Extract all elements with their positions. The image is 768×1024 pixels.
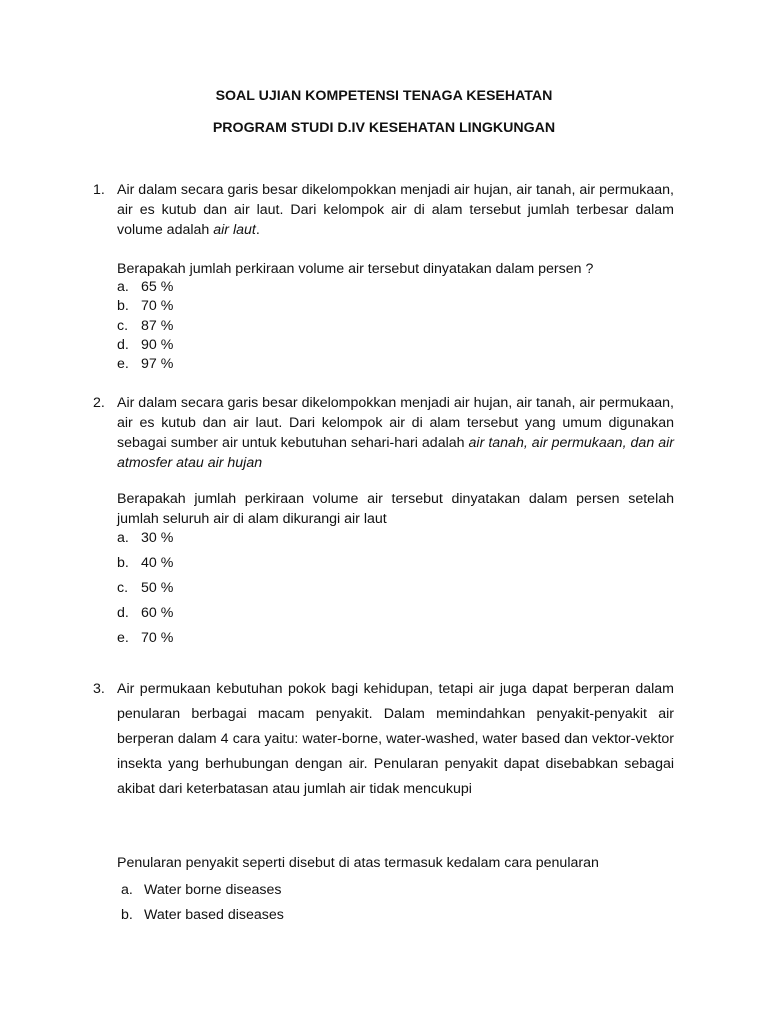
option-text: Water borne diseases [144, 882, 282, 898]
option-text: 65 % [141, 279, 174, 295]
option-letter: d. [117, 337, 129, 353]
option-text: 70 % [141, 630, 174, 646]
option-text: 90 % [141, 337, 174, 353]
answer-option [117, 578, 173, 598]
stem-italic-text: air laut [213, 222, 256, 238]
question-number: 3. [93, 681, 105, 697]
question-prompt: Berapakah jumlah perkiraan volume air tersebut dinyatakan dalam persen ? [117, 261, 594, 277]
option-letter: b. [117, 298, 129, 314]
answer-option [117, 316, 173, 336]
answer-option [117, 335, 173, 355]
option-letter: c. [117, 318, 129, 334]
option-text: 60 % [141, 605, 174, 621]
option-letter: a. [121, 882, 133, 898]
answer-option [117, 528, 173, 548]
question-number: 1. [93, 182, 105, 198]
stem-end-text: . [255, 222, 260, 238]
option-text: 40 % [141, 555, 174, 571]
answer-option [121, 905, 284, 925]
option-letter: d. [117, 605, 129, 621]
stem-text: Air dalam secara garis besar dikelompokkan menjadi air hujan, air tanah, air permukaan, air es kutub dan air laut. Dari kelompok air di alam tersebut yang umum digunakan sebagai sumber air untuk kebutuhan sehari-hari adalah [117, 395, 674, 451]
answer-option [121, 880, 281, 900]
answer-option [117, 553, 173, 573]
option-text: 87 % [141, 318, 174, 334]
option-text: 50 % [141, 580, 174, 596]
option-letter: e. [117, 630, 129, 646]
exam-title: SOAL UJIAN KOMPETENSI TENAGA KESEHATAN [215, 88, 553, 104]
question-prompt: Berapakah jumlah perkiraan volume air tersebut dinyatakan dalam persen setelah jumlah seluruh air di alam dikurangi air laut [117, 491, 674, 527]
answer-option [117, 354, 173, 374]
answer-option [117, 277, 173, 297]
option-letter: a. [117, 279, 129, 295]
answer-option [117, 628, 173, 648]
program-title: PROGRAM STUDI D.IV KESEHATAN LINGKUNGAN [212, 120, 556, 136]
stem-italic-text: air tanah, air permukaan, dan air atmosfer atau air hujan [117, 435, 675, 471]
question-stem [117, 393, 674, 473]
option-text: 70 % [141, 298, 174, 314]
option-letter: e. [117, 356, 129, 372]
option-letter: b. [121, 907, 133, 923]
question-number: 2. [93, 395, 105, 411]
option-text: 30 % [141, 530, 174, 546]
stem-text: Air dalam secara garis besar dikelompokkan menjadi air hujan, air tanah, air permukaan, air es kutub dan air laut. Dari kelompok air di alam tersebut jumlah terbesar dalam volume adalah [117, 182, 674, 238]
option-letter: b. [117, 555, 129, 571]
question-stem [117, 180, 674, 240]
question-prompt: Penularan penyakit seperti disebut di atas termasuk kedalam cara penularan [117, 855, 599, 871]
option-text: 97 % [141, 356, 174, 372]
answer-option [117, 603, 173, 623]
question-stem: Air permukaan kebutuhan pokok bagi kehidupan, tetapi air juga dapat berperan dalam penularan berbagai macam penyakit. Dalam memindahkan penyakit-penyakit air berperan dalam 4 cara yaitu: water-borne, water-washed, water based dan vektor-vektor insekta yang berhubungan dengan air. Penularan penyakit dapat disebabkan sebagai akibat dari keterbatasan atau jumlah air tidak mencukupi [117, 681, 674, 797]
option-text: Water based diseases [144, 907, 284, 923]
option-letter: c. [117, 580, 129, 596]
option-letter: a. [117, 530, 129, 546]
answer-option [117, 296, 173, 316]
